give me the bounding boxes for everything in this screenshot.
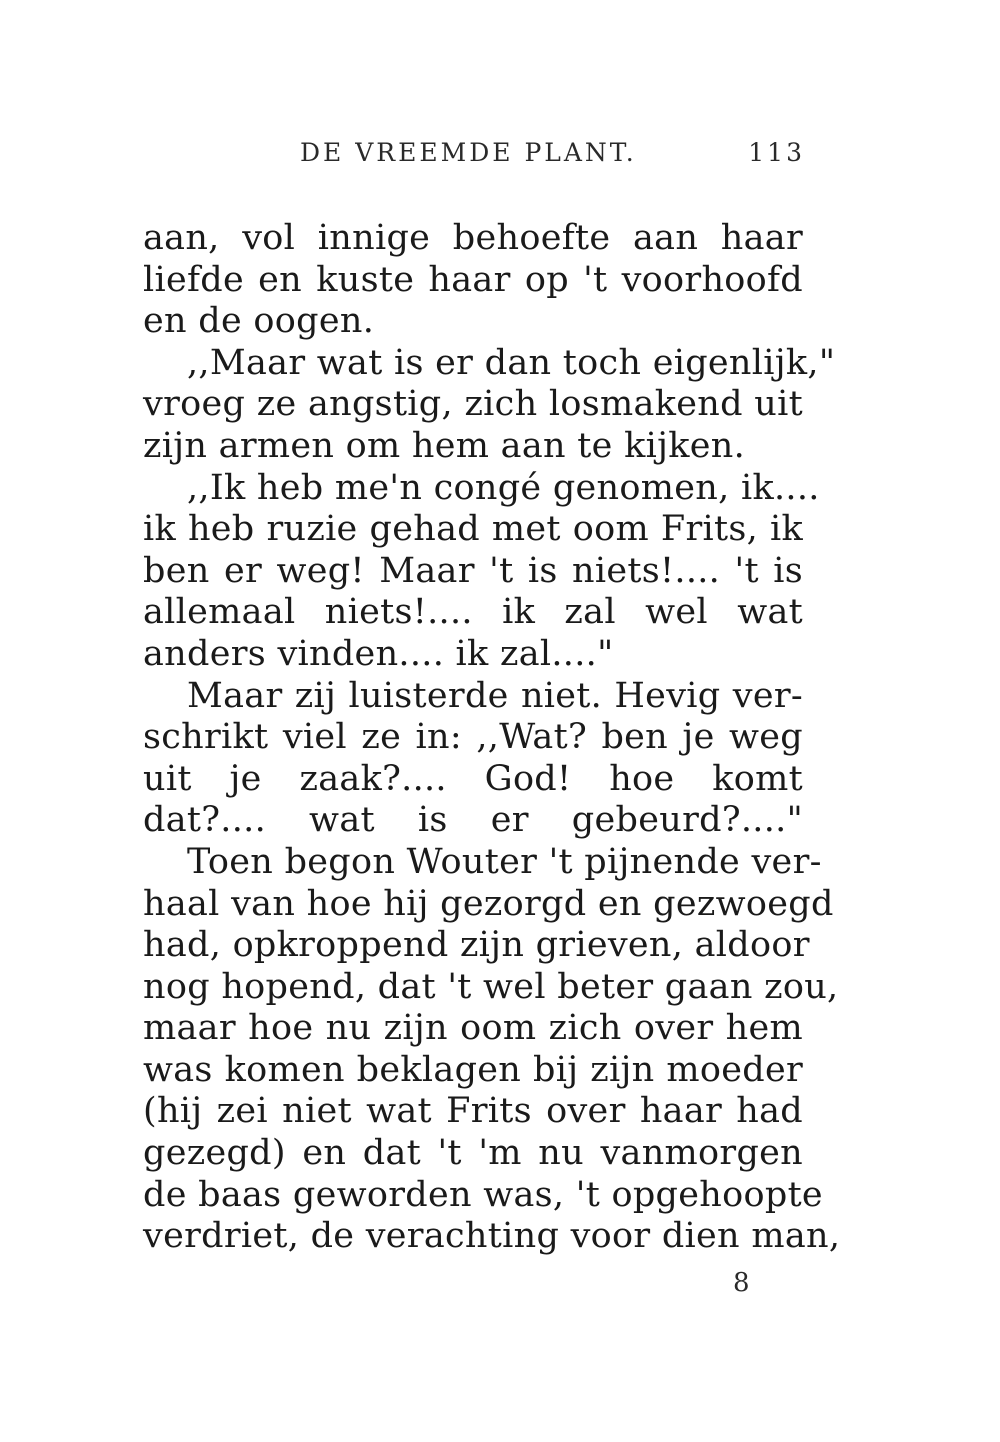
signature-mark: 8 <box>733 1268 750 1298</box>
text-line: ,,Ik heb me'n congé genomen, ik.... <box>187 467 820 508</box>
body-text <box>143 218 841 1258</box>
text-line: haal van hoe hij gezorgd en gezwoegd <box>143 883 834 924</box>
text-line: allemaal niets!.... ik zal wel wat <box>143 592 803 633</box>
text-line: (hij zei niet wat Frits over haar had <box>143 1091 803 1132</box>
text-line: uit je zaak?.... God! hoe komt <box>143 758 803 799</box>
text-line: vroeg ze angstig, zich losmakend uit <box>143 384 803 425</box>
text-line: was komen beklagen bij zijn moeder <box>143 1049 803 1090</box>
text-line: ben er weg! Maar 't is niets!.... 't is <box>143 550 803 591</box>
text-line: verdriet, de verachting voor dien man, <box>143 1216 841 1257</box>
text-line: liefde en kuste haar op 't voorhoofd <box>143 259 803 300</box>
text-line: ik heb ruzie gehad met oom Frits, ik <box>143 509 803 550</box>
text-line: de baas geworden was, 't opgehoopte <box>143 1174 823 1215</box>
text-line: anders vinden.... ik zal...." <box>143 633 614 674</box>
text-line: aan, vol innige behoefte aan haar <box>143 218 803 258</box>
text-line: zijn armen om hem aan te kijken. <box>143 425 746 466</box>
running-head <box>145 138 805 178</box>
text-line: en de oogen. <box>143 301 375 342</box>
text-line: had, opkroppend zijn grieven, aldoor <box>143 925 810 966</box>
text-line: Toen begon Wouter 't pijnende ver- <box>187 841 822 882</box>
text-line: schrikt viel ze in: ,,Wat? ben je weg <box>143 717 803 758</box>
text-line: dat?.... wat is er gebeurd?...." <box>143 800 803 841</box>
text-line: nog hopend, dat 't wel beter gaan zou, <box>143 966 839 1007</box>
page-number: 113 <box>748 138 805 167</box>
text-line: gezegd) en dat 't 'm nu vanmorgen <box>143 1133 803 1174</box>
text-line: ,,Maar wat is er dan toch eigenlijk," <box>187 342 836 383</box>
text-line: Maar zij luisterde niet. Hevig ver- <box>187 675 803 716</box>
text-line: maar hoe nu zijn oom zich over hem <box>143 1008 803 1049</box>
running-title: DE VREEMDE PLANT. <box>300 138 637 167</box>
